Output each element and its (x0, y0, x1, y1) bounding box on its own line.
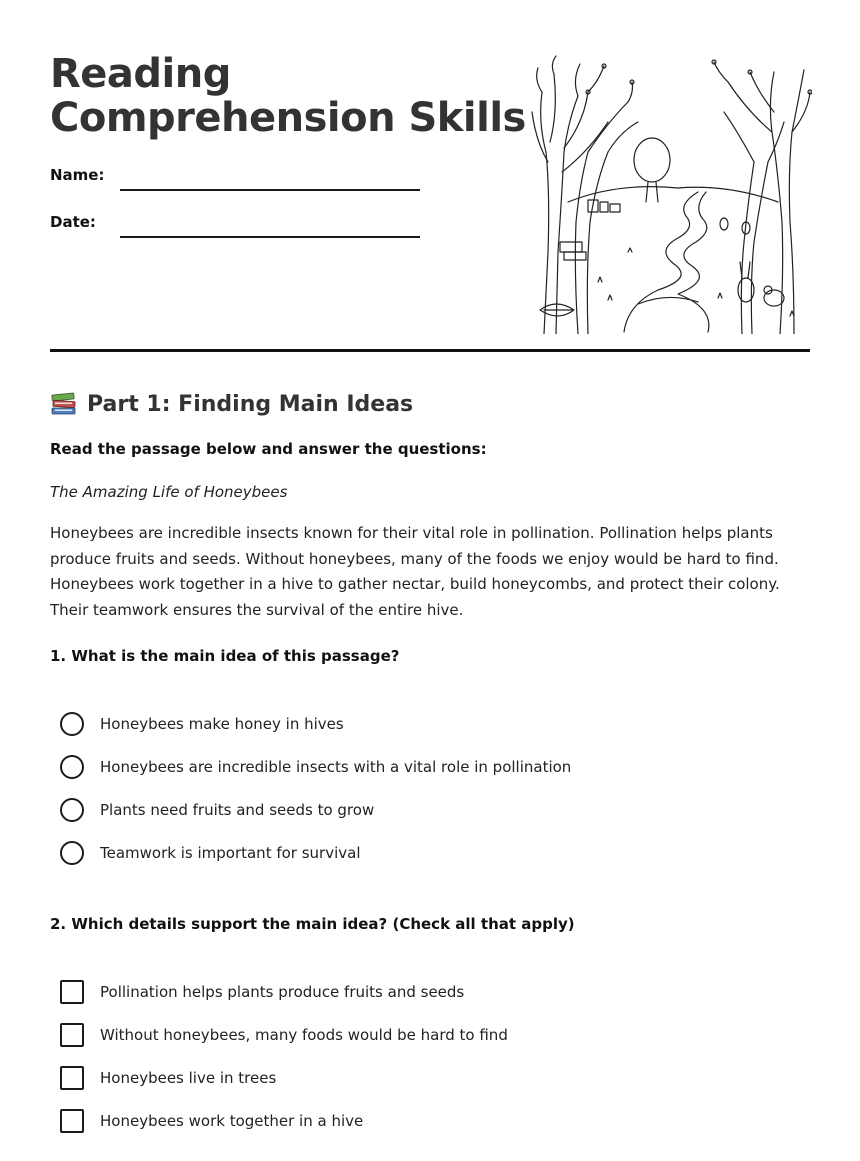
q2-option-4[interactable] (60, 1108, 363, 1134)
part1-heading (50, 389, 413, 419)
option-label: Without honeybees, many foods would be hard to find (100, 1026, 508, 1044)
checkbox[interactable] (60, 1109, 84, 1133)
radio-button[interactable] (60, 712, 84, 736)
name-label: Name: (50, 166, 105, 184)
radio-button[interactable] (60, 841, 84, 865)
option-label: Honeybees are incredible insects with a vital role in pollination (100, 758, 572, 776)
title-line-1: Reading (50, 51, 231, 97)
option-label: Pollination helps plants produce fruits and seeds (100, 983, 465, 1001)
q2-option-1[interactable] (60, 979, 464, 1005)
q1-option-1[interactable] (60, 711, 344, 737)
passage-title: The Amazing Life of Honeybees (50, 483, 288, 501)
q1-option-2[interactable] (60, 754, 571, 780)
q2-option-3[interactable] (60, 1065, 276, 1091)
option-label: Honeybees make honey in hives (100, 715, 344, 733)
books-icon (50, 391, 78, 417)
option-label: Honeybees live in trees (100, 1069, 277, 1087)
q2-option-2[interactable] (60, 1022, 508, 1048)
worksheet-title (50, 52, 526, 140)
date-label: Date: (50, 213, 96, 231)
name-field-row (50, 166, 430, 196)
header-divider (50, 349, 810, 352)
option-label: Honeybees work together in a hive (100, 1112, 364, 1130)
q1-option-3[interactable] (60, 797, 374, 823)
date-write-line[interactable] (120, 236, 420, 238)
date-field-row (50, 213, 430, 243)
forest-path-illustration (528, 52, 812, 334)
name-write-line[interactable] (120, 189, 420, 191)
option-label: Teamwork is important for survival (100, 844, 361, 862)
question-1: 1. What is the main idea of this passage? (50, 647, 400, 665)
passage-text: Honeybees are incredible insects known for their vital role in pollination. Pollination helps plants produce fruits and seeds. Without honeybees, many of the foods we enjoy would be hard to find. Honeybees work together in a hive to gather nectar, build honeycombs, and protect their colony. Their teamwork ensures the survival of the entire hive. (50, 524, 780, 619)
q1-option-4[interactable] (60, 840, 361, 866)
passage-instructions: Read the passage below and answer the questions: (50, 440, 487, 458)
question-2: 2. Which details support the main idea? (Check all that apply) (50, 915, 575, 933)
part1-heading-text: Part 1: Finding Main Ideas (87, 391, 414, 417)
radio-button[interactable] (60, 798, 84, 822)
checkbox[interactable] (60, 1066, 84, 1090)
title-line-2: Comprehension Skills (50, 95, 526, 141)
option-label: Plants need fruits and seeds to grow (100, 801, 375, 819)
checkbox[interactable] (60, 980, 84, 1004)
radio-button[interactable] (60, 755, 84, 779)
checkbox[interactable] (60, 1023, 84, 1047)
